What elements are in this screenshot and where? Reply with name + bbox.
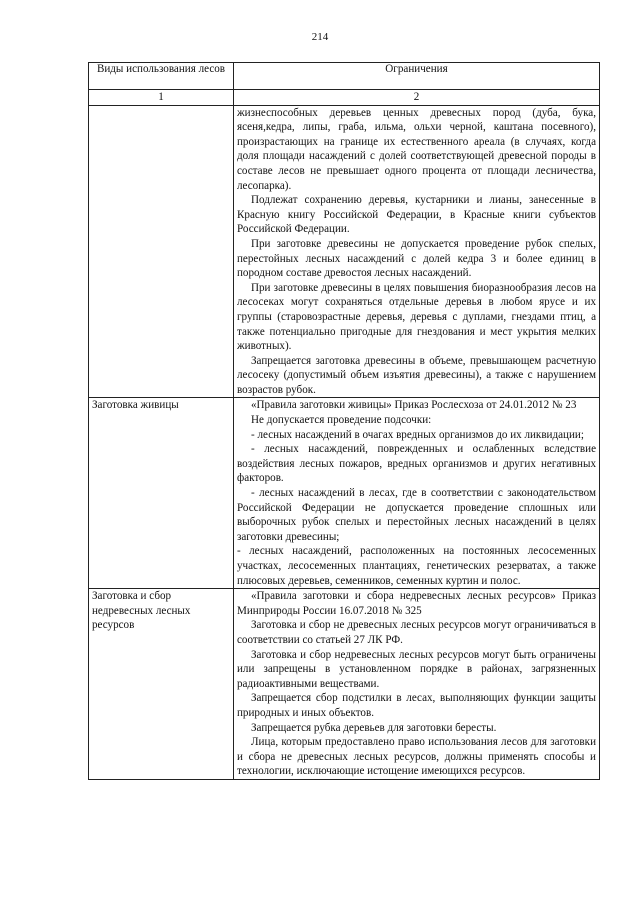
table-header-row (89, 63, 600, 90)
restriction-paragraph: Запрещается рубка деревьев для заготовки бересты. (251, 721, 497, 734)
restrictions-table (88, 62, 600, 780)
row-restrictions (234, 105, 600, 398)
restriction-paragraph: - лесных насаждений, поврежденных и ослабленных вследствие воздействия лесных пожаров, вредных организмов и других негативных факторов. (237, 443, 596, 485)
restriction-paragraph: При заготовке древесины в целях повышения биоразнообразия лесов на лесосеках могут сохраняться отдельные деревья в любом ярусе и их группы (старовозрастные деревья, деревья с дуплами, гнездами птиц, а также потенциально пригодные для гнездования и мест укрытия мелких животных). (237, 281, 596, 353)
row-forest-use-type (89, 105, 234, 398)
restriction-paragraph: Запрещается заготовка древесины в объеме, превышающем расчетную лесосеку (допустимый объем изъятия древесины), а также с нарушением возрастов рубок. (237, 354, 596, 396)
restriction-paragraph: - лесных насаждений, расположенных на постоянных лесосеменных участках, лесосеменных плантациях, генетических резерватах, а также плюсовых деревьев, семенников, семенных куртин и полос. (237, 545, 596, 587)
restriction-paragraph: «Правила заготовки живицы» Приказ Рослесхоза от 24.01.2012 № 23 (251, 399, 577, 412)
restriction-paragraph: «Правила заготовки и сбора недревесных лесных ресурсов» Приказ Минприроды России 16.07.2018 № 325 (237, 590, 596, 617)
header-forest-use-types: Виды использования лесов (89, 63, 234, 90)
restriction-paragraph: - лесных насаждений в очагах вредных организмов до их ликвидации; (251, 428, 584, 441)
table-row (89, 589, 600, 780)
row-forest-use-type-label: Заготовка и сбор недревесных лесных ресурсов (92, 590, 191, 632)
column-number-1: 1 (89, 90, 234, 106)
table-column-number-row (89, 90, 600, 106)
row-forest-use-type (89, 589, 234, 780)
restriction-paragraph: Лица, которым предоставлено право использования лесов для заготовки и сбора не древесных лесных ресурсов, должны применять способы и технологии, исключающие истощение имеющихся ресурсов. (237, 736, 596, 778)
restriction-paragraph: Заготовка и сбор недревесных лесных ресурсов могут быть ограничены или запрещены в установленном порядке в районах, загрязненных радиоактивными веществами. (237, 648, 596, 690)
row-restrictions (234, 398, 600, 589)
page-number: 214 (311, 31, 329, 43)
row-restrictions (234, 589, 600, 780)
row-forest-use-type-label: Заготовка живицы (92, 399, 179, 412)
restriction-paragraph: - лесных насаждений в лесах, где в соответствии с законодательством Российской Федерации не допускается проведение сплошных или выборочных рубок спелых и перестойных лесных насаждений в целях заготовки древесины; (237, 487, 596, 543)
table-row (89, 105, 600, 398)
restriction-paragraph: При заготовке древесины не допускается проведение рубок спелых, перестойных лесных насаждений с долей кедра 3 и более единиц в породном составе древостоя лесных насаждений. (237, 237, 596, 280)
table-row (89, 398, 600, 589)
restriction-paragraph: Запрещается сбор подстилки в лесах, выполняющих функции защиты природных и иных объектов. (237, 692, 596, 719)
column-number-2: 2 (234, 90, 600, 106)
restriction-paragraph: Заготовка и сбор не древесных лесных ресурсов могут ограничиваться в соответствии со статьей 27 ЛК РФ. (237, 619, 596, 646)
restriction-paragraph: Не допускается проведение подсочки: (251, 414, 432, 427)
header-restrictions: Ограничения (234, 63, 600, 90)
restriction-paragraph: жизнеспособных деревьев ценных древесных пород (дуба, бука, ясеня,кедра, липы, граба, ильма, ольхи черной, каштана посевного), произрастающих на границе их естественного ареала (в случаях, когда доля площади насаждений с долей соответствующей древесной породы в составе лесов не превышает одного процента от площади лесничества, лесопарка). (237, 106, 596, 192)
row-forest-use-type (89, 398, 234, 589)
restriction-paragraph: Подлежат сохранению деревья, кустарники и лианы, занесенные в Красную книгу Российской Федерации, в Красные книги субъектов Российской Федерации. (237, 194, 596, 236)
